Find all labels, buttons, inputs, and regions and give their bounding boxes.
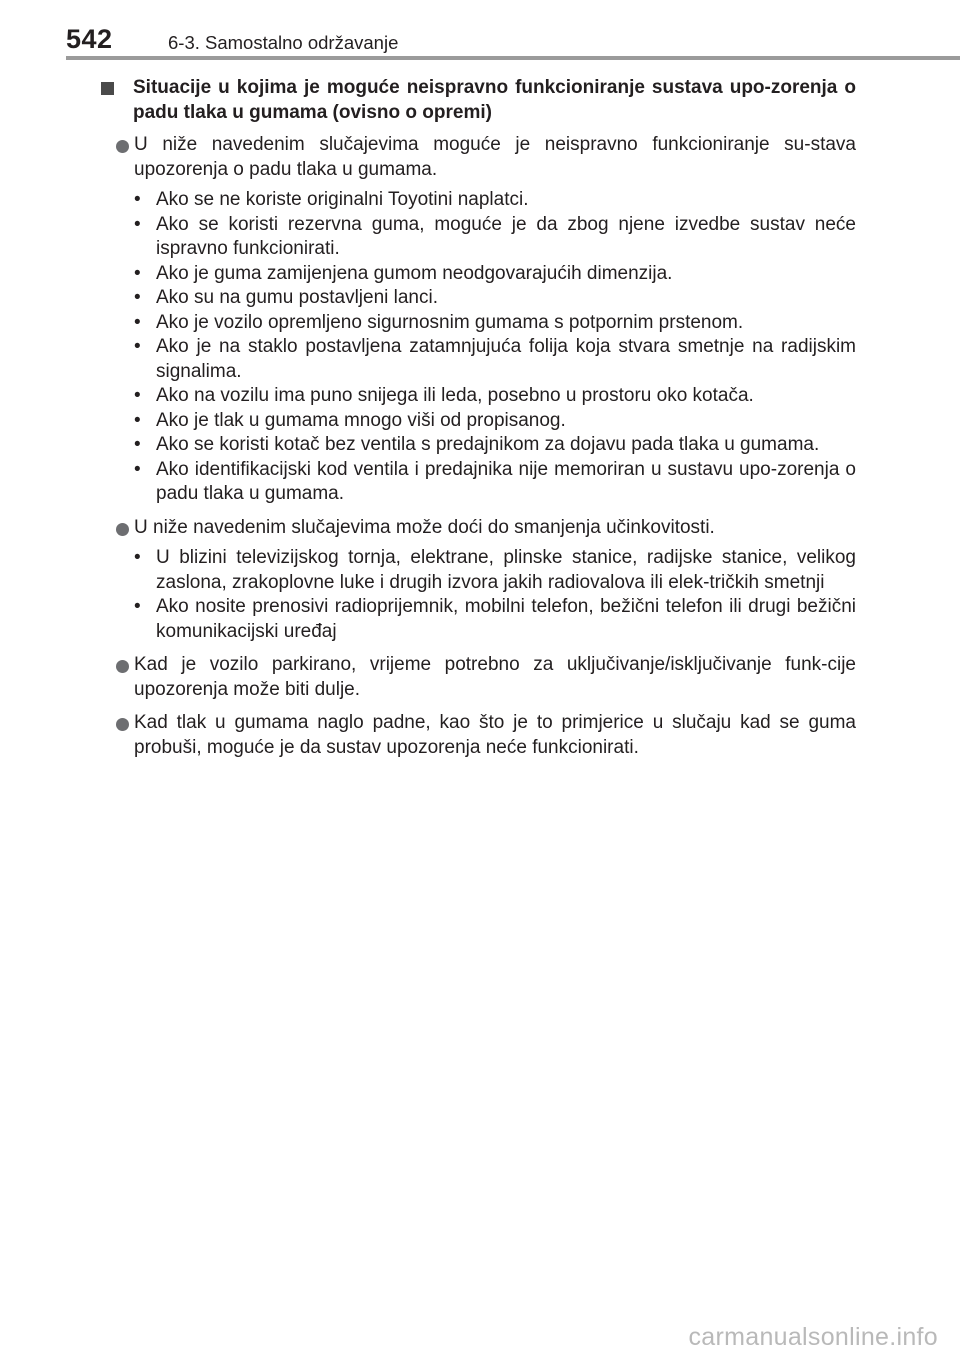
list-item-text: Ako se koristi kotač bez ventila s predajnikom za dojavu pada tlaka u gumama. xyxy=(156,434,820,455)
section-heading xyxy=(100,76,856,125)
list-item xyxy=(134,262,856,287)
dot-bullet: • xyxy=(134,385,141,406)
bullet-paragraph xyxy=(100,711,856,760)
dot-bullet: • xyxy=(134,596,141,617)
bullet-paragraph xyxy=(100,516,856,645)
dot-bullet: • xyxy=(134,458,141,480)
list-item-text: Ako je vozilo opremljeno sigurnosnim gumama s potpornim prstenom. xyxy=(156,311,744,333)
dot-bullet: • xyxy=(134,434,141,455)
list-item xyxy=(134,188,856,213)
dot-bullet: • xyxy=(134,287,141,308)
list-item-text: Ako su na gumu postavljeni lanci. xyxy=(156,287,438,308)
list-item-text: Ako se koristi rezervna guma, moguće je da zbog njene izvedbe sustav neće ispravno funkcionirati. xyxy=(156,213,856,259)
section-title: 6-3. Samostalno održavanje xyxy=(168,32,399,53)
list-item-text: Ako je tlak u gumama mnogo viši od propisanog. xyxy=(156,409,566,431)
section-heading-text: Situacije u kojima je moguće neispravno funkcioniranje sustava upo-zorenja o padu tlaka u gumama (ovisno o opremi) xyxy=(133,77,856,123)
list-item xyxy=(134,433,856,458)
list-item xyxy=(134,335,856,384)
list-item xyxy=(134,458,856,507)
list-item xyxy=(134,409,856,434)
circle-bullet-icon xyxy=(116,718,129,731)
dot-bullet: • xyxy=(134,311,141,333)
list-item xyxy=(134,546,856,595)
header-rule xyxy=(66,56,960,60)
dot-bullet: • xyxy=(134,547,141,568)
sub-list xyxy=(134,188,856,507)
list-item-text: Ako se ne koriste originalni Toyotini naplatci. xyxy=(156,189,529,210)
list-item xyxy=(134,595,856,644)
circle-bullet-icon xyxy=(116,660,129,673)
circle-bullet-icon xyxy=(116,523,129,536)
sub-list xyxy=(134,546,856,644)
circle-bullet-icon xyxy=(116,140,129,153)
list-item-text: Ako nosite prenosivi radioprijemnik, mobilni telefon, bežični telefon ili drugi bežični komunikacijski uređaj xyxy=(156,596,856,642)
list-item-text: Ako na vozilu ima puno snijega ili leda, posebno u prostoru oko kotača. xyxy=(156,385,754,406)
dot-bullet: • xyxy=(134,213,141,235)
list-item xyxy=(134,286,856,311)
dot-bullet: • xyxy=(134,262,141,284)
dot-bullet: • xyxy=(134,336,141,357)
bullet-paragraph xyxy=(100,133,856,507)
list-item-text: U blizini televizijskog tornja, elektrane, plinske stanice, radijske stanice, velikog zaslona, zrakoplovne luke i drugih izvora jakih radiovalova ili elek-tričkih smetnji xyxy=(156,547,856,593)
square-bullet-icon xyxy=(101,82,114,95)
list-item-text: Ako identifikacijski kod ventila i predajnika nije memoriran u sustavu upo-zorenja o padu tlaka u gumama. xyxy=(156,458,856,504)
list-item xyxy=(134,384,856,409)
list-item-text: Ako je guma zamijenjena gumom neodgovarajućih dimenzija. xyxy=(156,262,673,284)
content xyxy=(100,76,856,769)
list-item xyxy=(134,213,856,262)
bullet-paragraph-text: Kad tlak u gumama naglo padne, kao što je to primjerice u slučaju kad se guma probuši, moguće je da sustav upozorenja neće funkcionirati. xyxy=(134,712,856,758)
bullet-paragraph-text: U niže navedenim slučajevima moguće je neispravno funkcioniranje su-stava upozorenja o padu tlaka u gumama. xyxy=(134,134,856,180)
bullet-paragraph xyxy=(100,653,856,702)
bullet-paragraph-text: U niže navedenim slučajevima može doći do smanjenja učinkovitosti. xyxy=(134,516,715,538)
list-item-text: Ako je na staklo postavljena zatamnjujuća folija koja stvara smetnje na radijskim signalima. xyxy=(156,336,856,382)
page-number: 542 xyxy=(66,24,113,54)
watermark: carmanualsonline.info xyxy=(688,1323,938,1351)
list-item xyxy=(134,311,856,336)
dot-bullet: • xyxy=(134,189,141,210)
page-header xyxy=(66,18,960,64)
bullet-paragraph-text: Kad je vozilo parkirano, vrijeme potrebno za uključivanje/isključivanje funk-cije upozorenja može biti dulje. xyxy=(134,654,856,700)
dot-bullet: • xyxy=(134,409,141,431)
